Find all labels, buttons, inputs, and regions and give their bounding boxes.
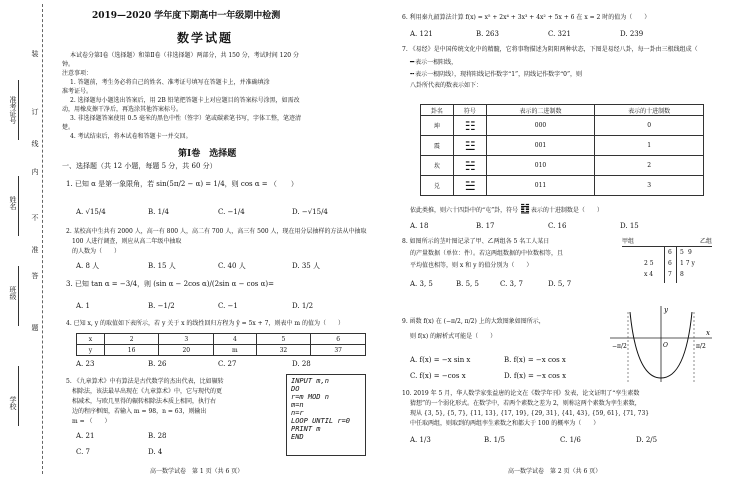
yin-line-icon: ╍ bbox=[410, 70, 414, 78]
table-cell: m bbox=[214, 345, 256, 356]
q4-option-c[interactable]: C. 27 bbox=[218, 360, 237, 368]
trigram-zhen-icon: ☳ bbox=[453, 136, 486, 156]
q1-option-b[interactable]: B. 1/4 bbox=[148, 208, 169, 216]
table-cell: 3 bbox=[595, 176, 704, 196]
q4-option-b[interactable]: B. 26 bbox=[148, 360, 167, 368]
question-2: 100 人进行调查，则应从高二年级中抽取 bbox=[72, 238, 182, 245]
intro-text: 本试卷分第Ⅰ卷（选择题）和第Ⅱ卷（非选择题）两部分，共 150 分，考试时间 120 分 bbox=[70, 52, 299, 59]
question-2: 的人数为（ ） bbox=[72, 248, 121, 255]
table-cell: 3 bbox=[159, 334, 214, 345]
leaf-value: 9 bbox=[688, 249, 692, 256]
table-header: 表示的十进制数 bbox=[595, 105, 704, 116]
q10-option-b[interactable]: B. 1/5 bbox=[484, 436, 505, 444]
margin-label: 内 bbox=[31, 168, 39, 175]
table-cell: 0 bbox=[595, 116, 704, 136]
q3-option-c[interactable]: C. −1 bbox=[218, 302, 238, 310]
field-underline bbox=[18, 176, 19, 236]
code-line: END bbox=[291, 433, 304, 441]
question-9: 则 f(x) 的解析式可能是（ ） bbox=[410, 333, 497, 340]
note-text: 动，用橡皮擦干净后，再选涂其他答案标号。 bbox=[62, 106, 183, 113]
q6-option-d[interactable]: D. 239 bbox=[620, 30, 644, 38]
question-8: 的产量数据（单位：件）。若这两组数据的中位数相等，且 bbox=[410, 250, 564, 257]
origin-label: O bbox=[663, 342, 668, 349]
stem-divider-left bbox=[664, 247, 665, 283]
margin-field-label: 准考证号 bbox=[9, 96, 17, 124]
q10-option-c[interactable]: C. 1/6 bbox=[560, 436, 581, 444]
q2-option-d[interactable]: D. 35 人 bbox=[292, 262, 320, 270]
q2-option-b[interactable]: B. 15 人 bbox=[148, 262, 176, 270]
stem-leaf-label: 乙组 bbox=[699, 238, 712, 245]
hexagram-zhun-icon: ䷂ bbox=[520, 202, 529, 215]
code-line: n=r bbox=[291, 409, 304, 417]
question-7: ━ 表示一根阳线， bbox=[410, 58, 458, 66]
note-text: 1. 答题前，考生务必将自己的姓名、准考证号填写在答题卡上，并准确填涂 bbox=[70, 79, 270, 86]
q7-option-a[interactable]: A. 18 bbox=[410, 222, 429, 230]
stem-divider-right bbox=[676, 247, 677, 283]
field-underline bbox=[18, 80, 19, 140]
q5-option-a[interactable]: A. 21 bbox=[76, 432, 95, 440]
q8-option-d[interactable]: D. 5, 7 bbox=[548, 280, 572, 288]
question-4: 4. 已知 x, y 的取值如下表所示，若 y 关于 x 的线性回归方程为 ŷ = 5x + 7，则表中 m 的值为（ ） bbox=[66, 320, 344, 327]
trigram-dui-icon: ☱ bbox=[453, 176, 486, 196]
section-title: 一、选择题（共 12 小题，每题 5 分，共 60 分） bbox=[62, 162, 217, 170]
right-tick-label: π/2 bbox=[696, 343, 706, 350]
leaf-value: 8 bbox=[680, 271, 684, 278]
q1-option-d[interactable]: D. −√15/4 bbox=[292, 208, 328, 216]
q9-option-b[interactable]: B. f(x) = −x cos x bbox=[504, 356, 566, 364]
table-row bbox=[421, 156, 704, 176]
question-5: m = （ ） bbox=[72, 418, 111, 425]
q6-option-c[interactable]: C. 321 bbox=[548, 30, 571, 38]
leaf-value: x 4 bbox=[644, 271, 654, 278]
table-row bbox=[77, 345, 366, 356]
table-cell: 坤 bbox=[421, 116, 454, 136]
part-title: 第Ⅰ卷 选择题 bbox=[178, 149, 237, 159]
question-8: 8. 如图所示的茎叶图记录了甲、乙两组各 5 名工人某日 bbox=[402, 238, 550, 245]
q10-option-a[interactable]: A. 1/3 bbox=[410, 436, 431, 444]
q3-option-d[interactable]: D. 1/2 bbox=[292, 302, 314, 310]
y-axis-label: y bbox=[664, 306, 668, 314]
stem-leaf-body bbox=[622, 246, 712, 283]
table-cell: 20 bbox=[159, 345, 214, 356]
q9-option-c[interactable]: C. f(x) = −cos x bbox=[410, 372, 466, 380]
margin-label: 订 bbox=[31, 108, 39, 115]
question-7: 依此类推，则六十四卦中的“屯”卦，符号 ䷂ 表示的十进制数是（ ） bbox=[410, 202, 603, 215]
stem-leaf-label: 甲组 bbox=[622, 238, 635, 245]
question-5: 相减术，与欧几里得的辗转相除法本质上相同，执行右 bbox=[72, 398, 217, 405]
margin-label: 题 bbox=[31, 324, 39, 331]
margin-field-label: 学校 bbox=[9, 396, 17, 410]
program-box bbox=[286, 374, 366, 456]
question-6: 6. 利用秦九韶算法计算 f(x) = x⁵ + 2x⁴ + 3x³ + 4x² + 5x + 6 在 x = 2 时的值为（ ） bbox=[402, 14, 651, 21]
q3-option-b[interactable]: B. −1/2 bbox=[148, 302, 175, 310]
question-8: 平均值也相等，则 x 和 y 的值分别为（ ） bbox=[410, 262, 533, 269]
stem-value: 7 bbox=[668, 271, 672, 278]
table-cell: 011 bbox=[486, 176, 595, 196]
intro-text: 钟。 bbox=[62, 61, 75, 68]
code-line: LOOP UNTIL r=0 bbox=[291, 417, 351, 425]
table-cell: 4 bbox=[214, 334, 256, 345]
table-cell: y bbox=[77, 345, 105, 356]
table-cell: 000 bbox=[486, 116, 595, 136]
table-cell: 兑 bbox=[421, 176, 454, 196]
margin-field-label: 班级 bbox=[9, 286, 17, 300]
margin-field-label: 姓名 bbox=[9, 196, 17, 210]
q7-option-d[interactable]: D. 15 bbox=[620, 222, 639, 230]
table-cell: 2 bbox=[595, 156, 704, 176]
margin-label: 不 bbox=[31, 214, 39, 221]
question-3: 3. 已知 tan α = −3/4，则 (sin α − 2cos α)/(2sin α − cos α)= bbox=[66, 280, 274, 288]
page-footer-left: 高一数学试卷 第 1 页（共 6 页） bbox=[150, 468, 244, 475]
q6-option-a[interactable]: A. 121 bbox=[410, 30, 433, 38]
q8-option-b[interactable]: B. 5, 5 bbox=[456, 280, 479, 288]
q8-option-c[interactable]: C. 3, 7 bbox=[500, 280, 523, 288]
q8-option-a[interactable]: A. 3, 5 bbox=[410, 280, 433, 288]
q9-option-d[interactable]: D. f(x) = −x cos x bbox=[504, 372, 567, 380]
q5-option-c[interactable]: C. 7 bbox=[76, 448, 91, 456]
leaf-value: 2 5 bbox=[644, 260, 654, 267]
q7-option-b[interactable]: B. 17 bbox=[476, 222, 495, 230]
code-line: DO bbox=[291, 385, 300, 393]
table-cell: 1 bbox=[595, 136, 704, 156]
q9-option-a[interactable]: A. f(x) = −x sin x bbox=[410, 356, 471, 364]
margin-label: 准 bbox=[31, 246, 39, 253]
stem-leaf-header bbox=[622, 238, 712, 246]
function-graph bbox=[606, 302, 716, 384]
stem-leaf-plot bbox=[622, 238, 712, 283]
question-5: 5. 《九章算术》中有算法是古代数学的杰出代表，比如辗转 bbox=[66, 378, 224, 385]
yang-line-icon: ━ bbox=[410, 58, 414, 66]
table-row bbox=[421, 105, 704, 116]
table-header: 符号 bbox=[453, 105, 486, 116]
q4-table bbox=[76, 333, 366, 356]
margin-label: 装 bbox=[31, 50, 39, 57]
question-7: ╍ 表示一根阴线），现将阳线记作数字“1”，阴线记作数字“0”，则 bbox=[410, 70, 583, 78]
question-9: 9. 函数 f(x) 在 (−π/2, π/2) 上的大致图象如图所示， bbox=[402, 318, 545, 325]
trigram-kan-icon: ☵ bbox=[453, 156, 486, 176]
note-text: 3. 非选择题答案使用 0.5 毫米的黑色中性（签字）笔或碳素笔书写，字体工整，笔迹清 bbox=[70, 115, 301, 122]
subject-title: 数学试题 bbox=[177, 31, 234, 45]
q1-option-a[interactable]: A. √15/4 bbox=[76, 208, 106, 216]
table-row bbox=[77, 334, 366, 345]
q2-option-c[interactable]: C. 40 人 bbox=[218, 262, 246, 270]
question-10: 猜想”的一个弱化形式。在数学中，若两个素数之差为 2，则称这两个素数为孪生素数， bbox=[410, 400, 641, 407]
q4-option-a[interactable]: A. 23 bbox=[76, 360, 95, 368]
field-underline bbox=[18, 266, 19, 326]
q6-option-b[interactable]: B. 263 bbox=[476, 30, 499, 38]
q2-option-a[interactable]: A. 8 人 bbox=[76, 262, 100, 270]
table-cell: 010 bbox=[486, 156, 595, 176]
table-row bbox=[421, 116, 704, 136]
stem-value: 6 bbox=[668, 260, 672, 267]
code-line: INPUT m,n bbox=[291, 377, 329, 385]
question-10: 中任取两组，则取到的两组孪生素数之和都大于 100 的概率为（ ） bbox=[410, 420, 600, 427]
note-text: 准考证号。 bbox=[62, 88, 93, 95]
code-line: m=n bbox=[291, 401, 304, 409]
table-cell: 001 bbox=[486, 136, 595, 156]
q5-option-d[interactable]: D. 4 bbox=[148, 448, 163, 456]
question-10: 现从 {3, 5}, {5, 7}, {11, 13}, {17, 19}, {29, 31}, {41, 43}, {59, 61}, {71, 73} bbox=[410, 410, 650, 417]
x-axis-label: x bbox=[706, 329, 710, 337]
exam-title: 2019—2020 学年度下期高中一年级期中检测 bbox=[92, 11, 281, 21]
left-tick-label: −π/2 bbox=[612, 343, 627, 350]
table-cell: 37 bbox=[311, 345, 366, 356]
table-cell: 坎 bbox=[421, 156, 454, 176]
page-footer-right: 高一数学试卷 第 2 页（共 6 页） bbox=[508, 468, 602, 475]
table-cell: 6 bbox=[311, 334, 366, 345]
margin-label: 线 bbox=[31, 140, 39, 147]
table-cell: 16 bbox=[104, 345, 159, 356]
code-line: PRINT m bbox=[291, 425, 321, 433]
margin-label: 答 bbox=[31, 272, 39, 279]
q7-table bbox=[420, 104, 704, 196]
q3-option-a[interactable]: A. 1 bbox=[76, 302, 90, 310]
table-cell: 震 bbox=[421, 136, 454, 156]
table-row bbox=[421, 176, 704, 196]
table-cell: 32 bbox=[256, 345, 311, 356]
question-7: 八卦所代表的数表示如下： bbox=[410, 82, 483, 89]
q7-option-c[interactable]: C. 16 bbox=[548, 222, 567, 230]
question-7: 7. 《易经》是中国传统文化中的精髓，它将事物描述为阴阳两种状态，下图是易经八卦，每一卦由三根线组成（ bbox=[402, 46, 698, 53]
question-5: 边的程序框图，若输入 m = 98，n = 63，则输出 bbox=[72, 408, 207, 415]
q4-option-d[interactable]: D. 28 bbox=[292, 360, 311, 368]
table-header: 表示的二进制数 bbox=[486, 105, 595, 116]
binding-line bbox=[42, 4, 43, 474]
question-5: 相除法，该法最早出现在《九章算术》中，它与现代的更 bbox=[72, 388, 223, 395]
table-cell: 2 bbox=[104, 334, 159, 345]
note-text: 楚。 bbox=[62, 124, 75, 131]
leaf-value: 5 bbox=[680, 249, 684, 256]
q10-option-d[interactable]: D. 2/5 bbox=[636, 436, 658, 444]
table-header: 卦名 bbox=[421, 105, 454, 116]
question-2: 2. 某校高中生共有 2000 人，高一有 800 人，高二有 700 人，高三有 500 人，现在用分层抽样的方法从中抽取 bbox=[66, 228, 367, 235]
note-text: 4. 考试结束后，将本试卷和答题卡一并交回。 bbox=[70, 133, 192, 140]
table-cell: x bbox=[77, 334, 105, 345]
q1-option-c[interactable]: C. −1/4 bbox=[218, 208, 245, 216]
table-row bbox=[421, 136, 704, 156]
note-text: 2. 选择题每小题选出答案后，用 2B 铅笔把答题卡上对应题目的答案标号涂黑，如需改 bbox=[70, 97, 300, 104]
code-line: r=m MOD n bbox=[291, 393, 329, 401]
stem-value: 6 bbox=[668, 249, 672, 256]
table-cell: 5 bbox=[256, 334, 311, 345]
leaf-value: 1 7 y bbox=[680, 260, 695, 267]
notes-title: 注意事项： bbox=[62, 70, 93, 77]
question-10: 10. 2019 年 5 月，华人数学家张益唐的论文在《数学年刊》发表，论文证明了“孪生素数 bbox=[402, 390, 640, 397]
field-underline bbox=[18, 366, 19, 426]
q5-option-b[interactable]: B. 28 bbox=[148, 432, 167, 440]
question-1: 1. 已知 α 是第一象限角，若 sin(5π/2 − α) = 1/4，则 cos α = （ ） bbox=[66, 180, 298, 188]
trigram-kun-icon: ☷ bbox=[453, 116, 486, 136]
